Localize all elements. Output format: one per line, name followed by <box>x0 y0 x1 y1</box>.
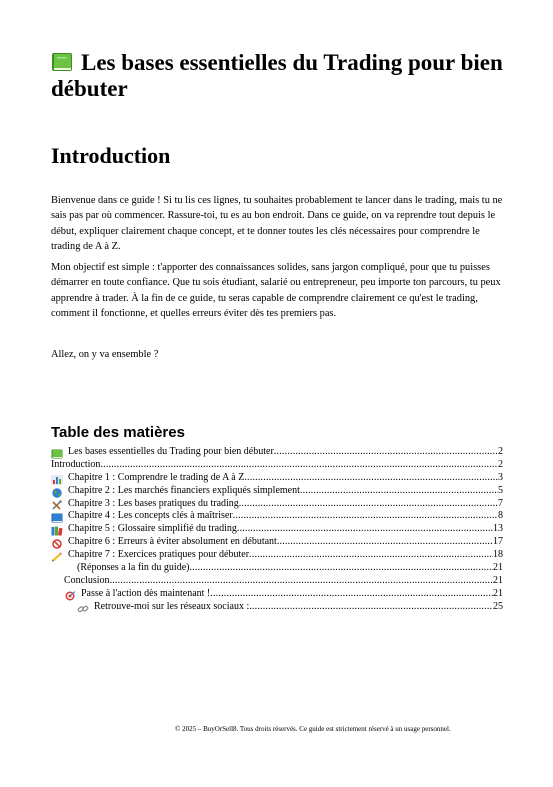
toc-label: Chapitre 1 : Comprendre le trading de A à Z <box>68 471 245 483</box>
books-icon <box>51 526 63 536</box>
toc-entry[interactable] <box>51 575 503 588</box>
document-title <box>51 50 511 102</box>
toc-entry[interactable] <box>51 601 503 614</box>
toc-entry[interactable] <box>51 472 503 485</box>
toc-page: 18 <box>493 549 503 561</box>
toc-label: Chapitre 5 : Glossaire simplifié du trading <box>68 523 237 535</box>
toc-page: 5 <box>498 484 503 496</box>
toc-page: 17 <box>493 536 503 548</box>
intro-paragraph-1: Bienvenue dans ce guide ! Si tu lis ces lignes, tu souhaites probablement te lancer dans le trading, mais tu ne sais pas par où commencer. Rassure-toi, tu es au bon endroit. Dans ce guide, on va reprendre tout depuis le début, expliquer clairement chaque concept, et te donner toutes les clés nécessaires pour comprendre le trading de A à Z. <box>51 195 503 252</box>
green-book-icon <box>51 449 63 459</box>
toc-page: 7 <box>498 497 503 509</box>
toc-entry[interactable] <box>51 562 503 575</box>
target-icon <box>64 591 76 601</box>
toc-label: Passe à l'action dès maintenant ! <box>81 587 211 599</box>
toc-page: 21 <box>493 574 503 586</box>
toc-entry[interactable] <box>51 523 503 536</box>
title-text: Les bases essentielles du Trading pour bien débuter <box>51 50 503 101</box>
blue-book-icon <box>51 513 63 523</box>
toc-page: 2 <box>498 458 503 470</box>
toc-label: Introduction <box>51 458 101 470</box>
toc-label: Les bases essentielles du Trading pour bien débuter <box>68 445 274 457</box>
toc-page: 25 <box>493 600 503 612</box>
toc-page: 2 <box>498 445 503 457</box>
toc-label: (Réponses a la fin du guide) <box>77 562 190 573</box>
intro-heading: Introduction <box>51 143 171 168</box>
toc-page: 21 <box>493 562 503 573</box>
intro-paragraph-2: Mon objectif est simple : t'apporter des connaissances solides, sans jargon compliqué, pour que tu puisses démarrer en toute confiance. Que tu sois étudiant, salarié ou entrepreneur, peu importe ton parcours, tu peux apprendre à trader. À la fin de ce guide, tu seras capable de comprendre clairement ce qu'est le trading, comment il fonctionne, et quelles erreurs éviter dès tes premiers pas. <box>51 262 501 319</box>
toc-label: Chapitre 4 : Les concepts clés à maîtriser <box>68 510 233 522</box>
table-of-contents <box>51 446 503 614</box>
link-icon <box>77 604 89 614</box>
toc-entry[interactable] <box>51 498 503 511</box>
toc-page: 3 <box>498 471 503 483</box>
globe-icon <box>51 488 63 498</box>
bar-chart-icon <box>51 475 63 485</box>
toc-label: Chapitre 6 : Erreurs à éviter absolument en débutant <box>68 536 277 548</box>
prohibited-icon <box>51 539 63 549</box>
pencil-icon <box>51 552 63 562</box>
toc-page: 8 <box>498 510 503 522</box>
toc-entry[interactable] <box>51 485 503 498</box>
toc-heading: Table des matières <box>51 424 185 441</box>
tools-icon <box>51 500 63 510</box>
toc-label: Chapitre 2 : Les marchés financiers expliqués simplement <box>68 484 300 496</box>
green-book-icon <box>51 52 73 72</box>
toc-label: Retrouve-moi sur les réseaux sociaux : <box>94 600 250 612</box>
toc-entry[interactable] <box>51 510 503 523</box>
toc-label: Chapitre 7 : Exercices pratiques pour débuter <box>68 549 250 561</box>
toc-label: Chapitre 3 : Les bases pratiques du trading <box>68 497 239 509</box>
toc-page: 21 <box>493 587 503 599</box>
toc-entry[interactable] <box>51 446 503 459</box>
intro-paragraph-3: Allez, on y va ensemble ? <box>51 349 159 360</box>
toc-entry[interactable] <box>51 588 503 601</box>
toc-label: Conclusion <box>64 574 110 586</box>
copyright-footer: © 2025 – BuyOrSell8. Tous droits réservés. Ce guide est strictement réservé à un usage personnel. <box>175 725 451 733</box>
toc-entry[interactable] <box>51 459 503 472</box>
toc-page: 13 <box>493 523 503 535</box>
toc-entry[interactable] <box>51 549 503 562</box>
toc-entry[interactable] <box>51 536 503 549</box>
